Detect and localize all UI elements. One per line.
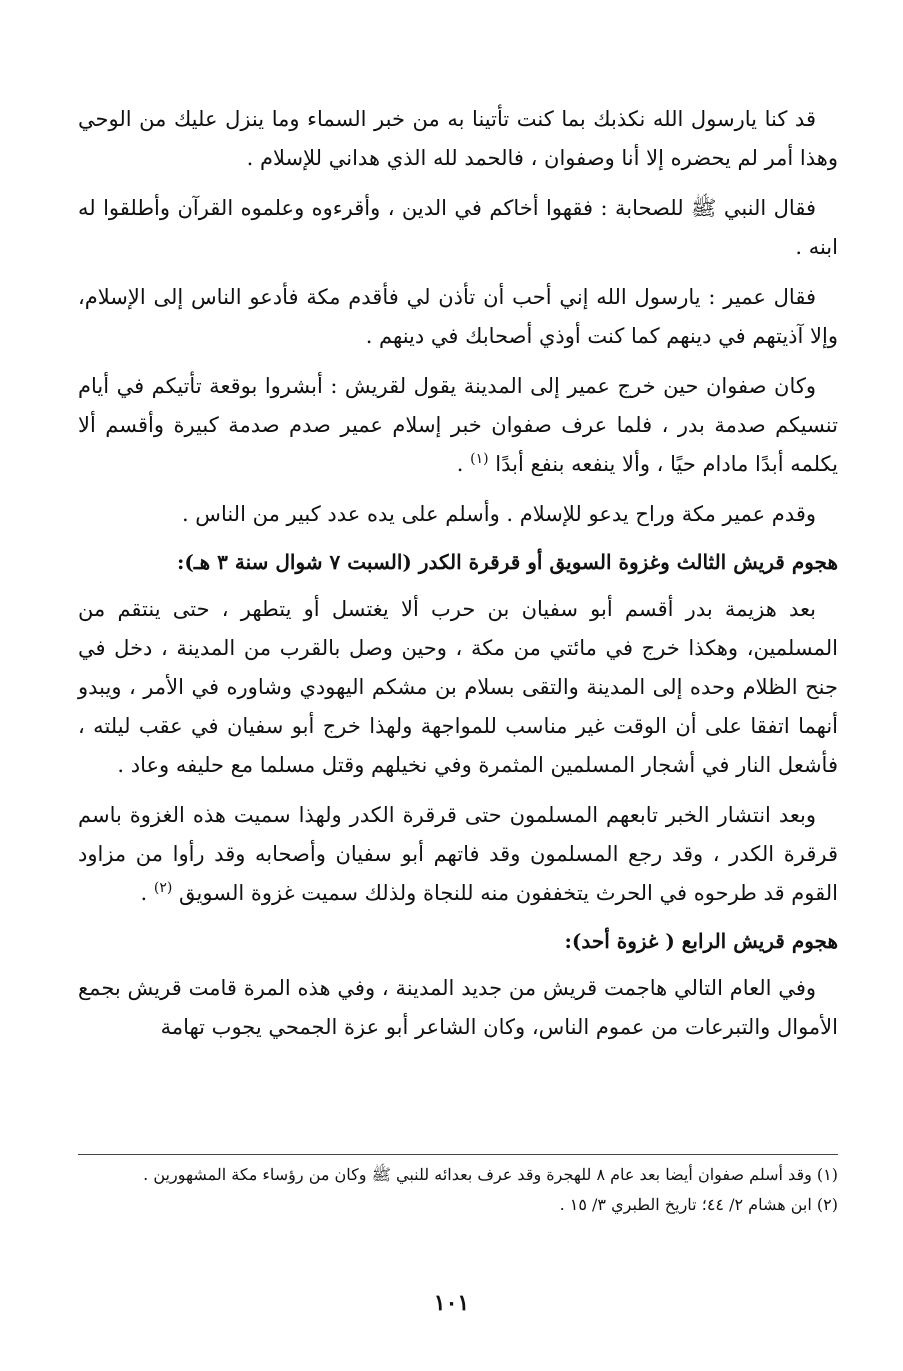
- paragraph-4-text: وكان صفوان حين خرج عمير إلى المدينة يقول لقريش : أبشروا بوقعة تأتيكم في أيام تنسيكم صدمة بدر ، فلما عرف صفوان خبر إسلام عمير صدم صدمة كبيرة وأقسم ألا يكلمه أبدًا مادام حيًا ، وألا ينفعه بنفع أبدًا: [78, 374, 838, 476]
- heading-fourth-attack: هجوم قريش الرابع ( غزوة أحد):: [564, 929, 838, 953]
- paragraph-7-text: وبعد انتشار الخبر تابعهم المسلمون حتى قرقرة الكدر ولهذا سميت هذه الغزوة باسم قرقرة الكدر ، وقد رجع المسلمون وقد فاتهم أبو سفيان وأصحابه وقد رأوا من مزاود القوم قد طرحوه في الحرث يتخففون منه للنجاة ولذلك سميت غزوة السويق: [78, 803, 838, 905]
- footnote-1: (١) وقد أسلم صفوان أيضا بعد عام ٨ للهجرة وقد عرف بعدائه للنبي ﷺ وكان من رؤساء مكة المشهورين .: [143, 1165, 838, 1184]
- paragraph-2: فقال النبي ﷺ للصحابة : فقهوا أخاكم في الدين ، وأقرءوه وعلموه القرآن وأطلقوا له ابنه .: [78, 196, 838, 259]
- paragraph-7: [78, 796, 838, 913]
- paragraph-1: قد كنا يارسول الله نكذبك بما كنت تأتينا به من خبر السماء وما ينزل عليك من الوحي وهذا أمر لم يحضره إلا أنا وصفوان ، فالحمد لله الذي هداني للإسلام .: [78, 107, 838, 170]
- footnote-2: (٢) ابن هشام ٢/ ٤٤؛ تاريخ الطبري ٣/ ١٥ .: [559, 1195, 838, 1214]
- footnotes: [78, 1160, 838, 1220]
- paragraph-7-tail: .: [140, 881, 154, 905]
- paragraph-5: وقدم عمير مكة وراح يدعو للإسلام . وأسلم على يده عدد كبير من الناس .: [181, 502, 816, 526]
- page-body: [78, 100, 838, 1058]
- paragraph-4: [78, 367, 838, 484]
- paragraph-4-tail: .: [456, 452, 471, 476]
- paragraph-6: بعد هزيمة بدر أقسم أبو سفيان بن حرب ألا يغتسل أو يتطهر ، حتى ينتقم من المسلمين، وهكذا خرج في مائتي من مكة ، وحين وصل بالقرب من المدينة ، دخل في جنح الظلام وحده إلى المدينة والتقى بسلام بن مشكم اليهودي وشاوره في الأمر ، ويبدو أنهما اتفقا على أن الوقت غير مناسب للمواجهة ولهذا خرج أبو سفيان في عقب ليلته ، فأشعل النار في أشجار المسلمين المثمرة وفي نخيلهم وقتل مسلما مع حليفه وعاد .: [78, 597, 839, 777]
- page-number: ١٠١: [433, 1290, 470, 1316]
- paragraph-8: وفي العام التالي هاجمت قريش من جديد المدينة ، وفي هذه المرة قامت قريش بجمع الأموال والتبرعات من عموم الناس، وكان الشاعر أبو عزة الجمحي يجوب تهامة: [78, 976, 838, 1039]
- footnote-ref-2: (٢): [153, 880, 173, 896]
- footnote-ref-1: (١): [470, 451, 489, 467]
- heading-third-attack: هجوم قريش الثالث وغزوة السويق أو قرقرة الكدر (السبت ٧ شوال سنة ٣ هـ):: [176, 550, 838, 574]
- footnote-divider: [78, 1154, 838, 1155]
- paragraph-3: فقال عمير : يارسول الله إني أحب أن تأذن لي فأقدم مكة فأدعو الناس إلى الإسلام، وإلا آذيتهم في دينهم كما كنت أوذي أصحابك في دينهم .: [78, 285, 838, 348]
